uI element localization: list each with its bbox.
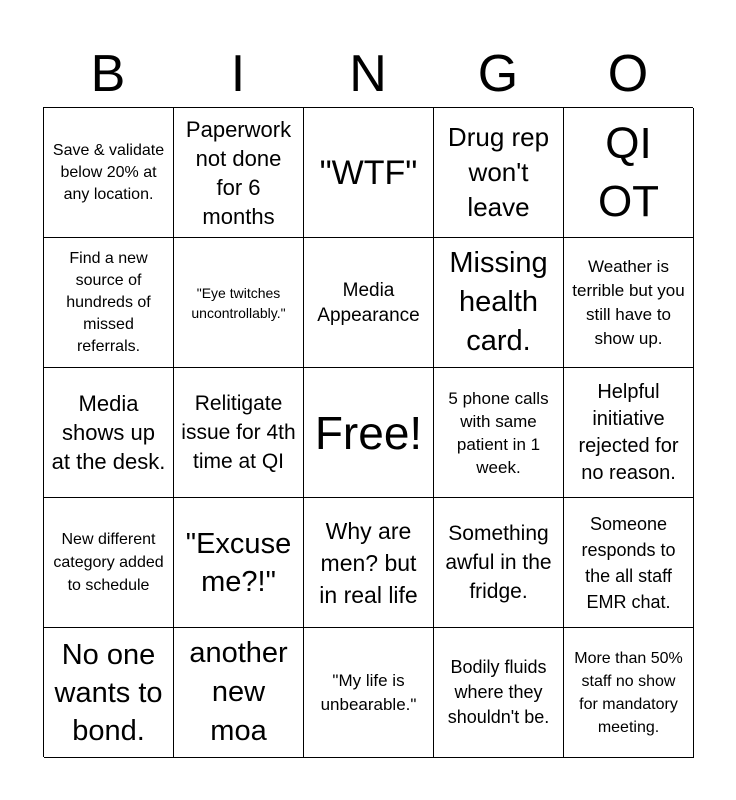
cell-text: "WTF" xyxy=(319,153,418,192)
bingo-cell[interactable] xyxy=(174,628,304,758)
bingo-cell[interactable] xyxy=(174,108,304,238)
cell-text: Find a new source of hundreds of missed referrals. xyxy=(66,249,151,355)
cell-text: another new moa xyxy=(189,637,288,747)
header-letter-n: N xyxy=(349,45,387,103)
bingo-cell[interactable] xyxy=(44,108,174,238)
cell-text: No one wants to bond. xyxy=(54,638,163,747)
bingo-cell[interactable] xyxy=(44,368,174,498)
cell-text: 5 phone calls with same patient in 1 week. xyxy=(448,388,549,477)
bingo-cell[interactable] xyxy=(304,238,434,368)
cell-text: Why are men? but in real life xyxy=(319,517,418,608)
cell-text: New different category added to schedule xyxy=(53,531,164,594)
free-space: Free! xyxy=(314,406,423,459)
header-letter-g: G xyxy=(477,45,519,103)
cell-text: Paperwork not done for 6 months xyxy=(185,116,292,229)
header-letter-o: O xyxy=(607,45,649,103)
bingo-cell[interactable] xyxy=(564,368,694,498)
bingo-cell[interactable] xyxy=(304,368,434,498)
bingo-cell[interactable] xyxy=(304,498,434,628)
bingo-cell[interactable] xyxy=(434,368,564,498)
cell-text: Weather is terrible but you still have to show up. xyxy=(572,256,685,348)
cell-text: "Excuse me?!" xyxy=(185,527,292,598)
cell-text: Relitigate issue for 4th time at QI xyxy=(181,392,296,473)
bingo-cell[interactable] xyxy=(304,628,434,758)
bingo-cell[interactable] xyxy=(564,628,694,758)
header-letter-b: B xyxy=(90,45,126,103)
cell-text: Media shows up at the desk. xyxy=(51,391,166,474)
cell-text: Media Appearance xyxy=(317,279,420,326)
bingo-cell[interactable] xyxy=(44,628,174,758)
bingo-cell[interactable] xyxy=(174,368,304,498)
cell-text: Helpful initiative rejected for no reason. xyxy=(578,380,679,484)
cell-text: QI OT xyxy=(597,118,660,226)
cell-text: Save & validate below 20% at any location. xyxy=(52,141,165,203)
bingo-cell[interactable] xyxy=(564,108,694,238)
bingo-cell[interactable] xyxy=(564,498,694,628)
bingo-cell[interactable] xyxy=(44,498,174,628)
cell-text: "My life is unbearable." xyxy=(320,670,417,714)
bingo-cell[interactable] xyxy=(44,238,174,368)
bingo-card xyxy=(43,107,693,757)
cell-text: Drug rep won't leave xyxy=(447,122,550,222)
bingo-cell[interactable] xyxy=(434,628,564,758)
bingo-cell[interactable] xyxy=(174,498,304,628)
cell-text: Something awful in the fridge. xyxy=(445,522,552,603)
cell-text: "Eye twitches uncontrollably." xyxy=(191,284,286,321)
cell-text: Bodily fluids where they shouldn't be. xyxy=(447,657,550,727)
bingo-cell[interactable] xyxy=(434,498,564,628)
cell-text: Someone responds to the all staff EMR chat. xyxy=(581,513,676,612)
bingo-cell[interactable] xyxy=(304,108,434,238)
cell-text: Missing health card. xyxy=(449,247,548,357)
bingo-cell[interactable] xyxy=(434,238,564,368)
bingo-cell[interactable] xyxy=(434,108,564,238)
bingo-cell[interactable] xyxy=(174,238,304,368)
bingo-cell[interactable] xyxy=(564,238,694,368)
cell-text: More than 50% staff no show for mandatory meeting. xyxy=(574,649,683,736)
bingo-header xyxy=(43,42,693,106)
header-letter-i: I xyxy=(230,45,246,103)
